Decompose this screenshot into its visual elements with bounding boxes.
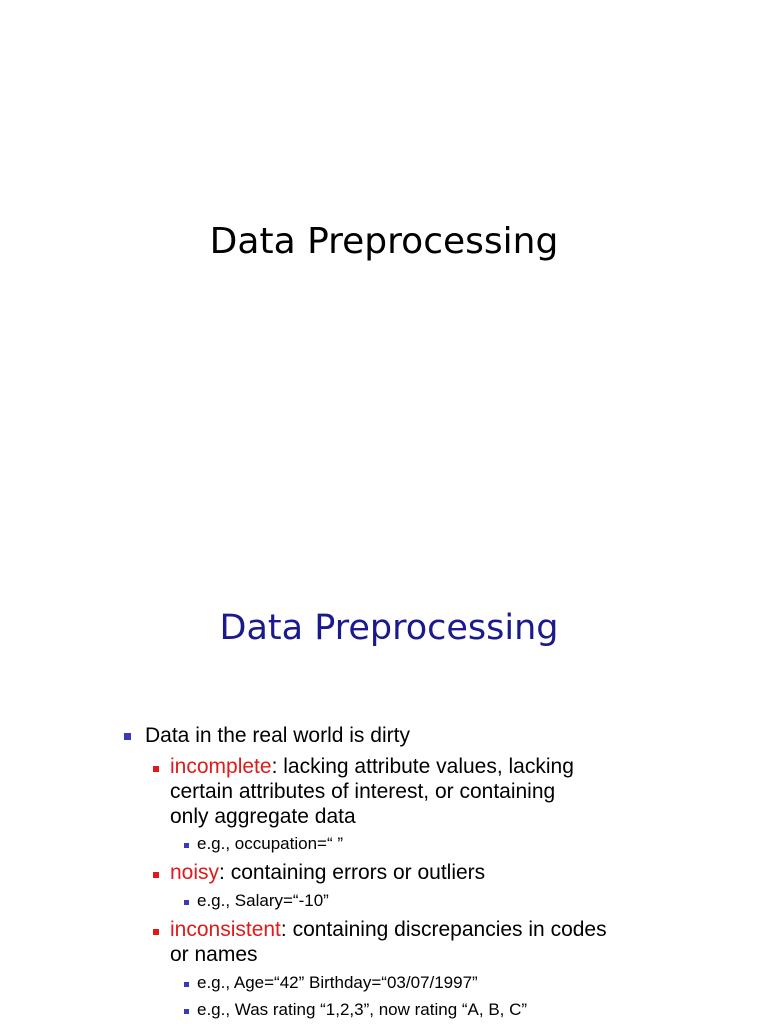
- bullet-square-icon: [184, 1009, 189, 1014]
- bullet-noisy: [170, 860, 485, 885]
- bullet-square-icon: [184, 900, 189, 905]
- term-noisy: noisy: [170, 861, 220, 884]
- bullet-inconsistent-line-2: or names: [170, 943, 258, 966]
- bullet-square-icon: [124, 733, 131, 740]
- bullet-inconsistent: [170, 917, 607, 942]
- noisy-description: : containing errors or outliers: [219, 861, 486, 884]
- page-title: Data Preprocessing: [209, 221, 559, 262]
- slide-title: Data Preprocessing: [219, 608, 559, 648]
- bullet-square-icon: [184, 982, 189, 987]
- example-rating: e.g., Was rating “1,2,3”, now rating “A, B, C”: [197, 1000, 528, 1019]
- inconsistent-description: : containing discrepancies in codes: [280, 918, 607, 941]
- bullet-incomplete-line-3: only aggregate data: [170, 805, 356, 828]
- example-age-birthday: e.g., Age=“42” Birthday=“03/07/1997”: [197, 973, 478, 992]
- bullet-square-icon: [153, 766, 159, 772]
- example-occupation: e.g., occupation=“ ”: [197, 834, 344, 853]
- term-inconsistent: inconsistent: [170, 918, 281, 941]
- bullet-incomplete: [170, 754, 574, 779]
- term-incomplete: incomplete: [170, 755, 272, 778]
- bullet-square-icon: [153, 929, 159, 935]
- example-salary: e.g., Salary=“-10”: [197, 891, 329, 910]
- bullet-dirty: Data in the real world is dirty: [145, 724, 410, 747]
- bullet-incomplete-line-2: certain attributes of interest, or containing: [170, 780, 556, 803]
- bullet-square-icon: [153, 872, 159, 878]
- bullet-square-icon: [184, 843, 189, 848]
- incomplete-description: : lacking attribute values, lacking: [271, 755, 574, 778]
